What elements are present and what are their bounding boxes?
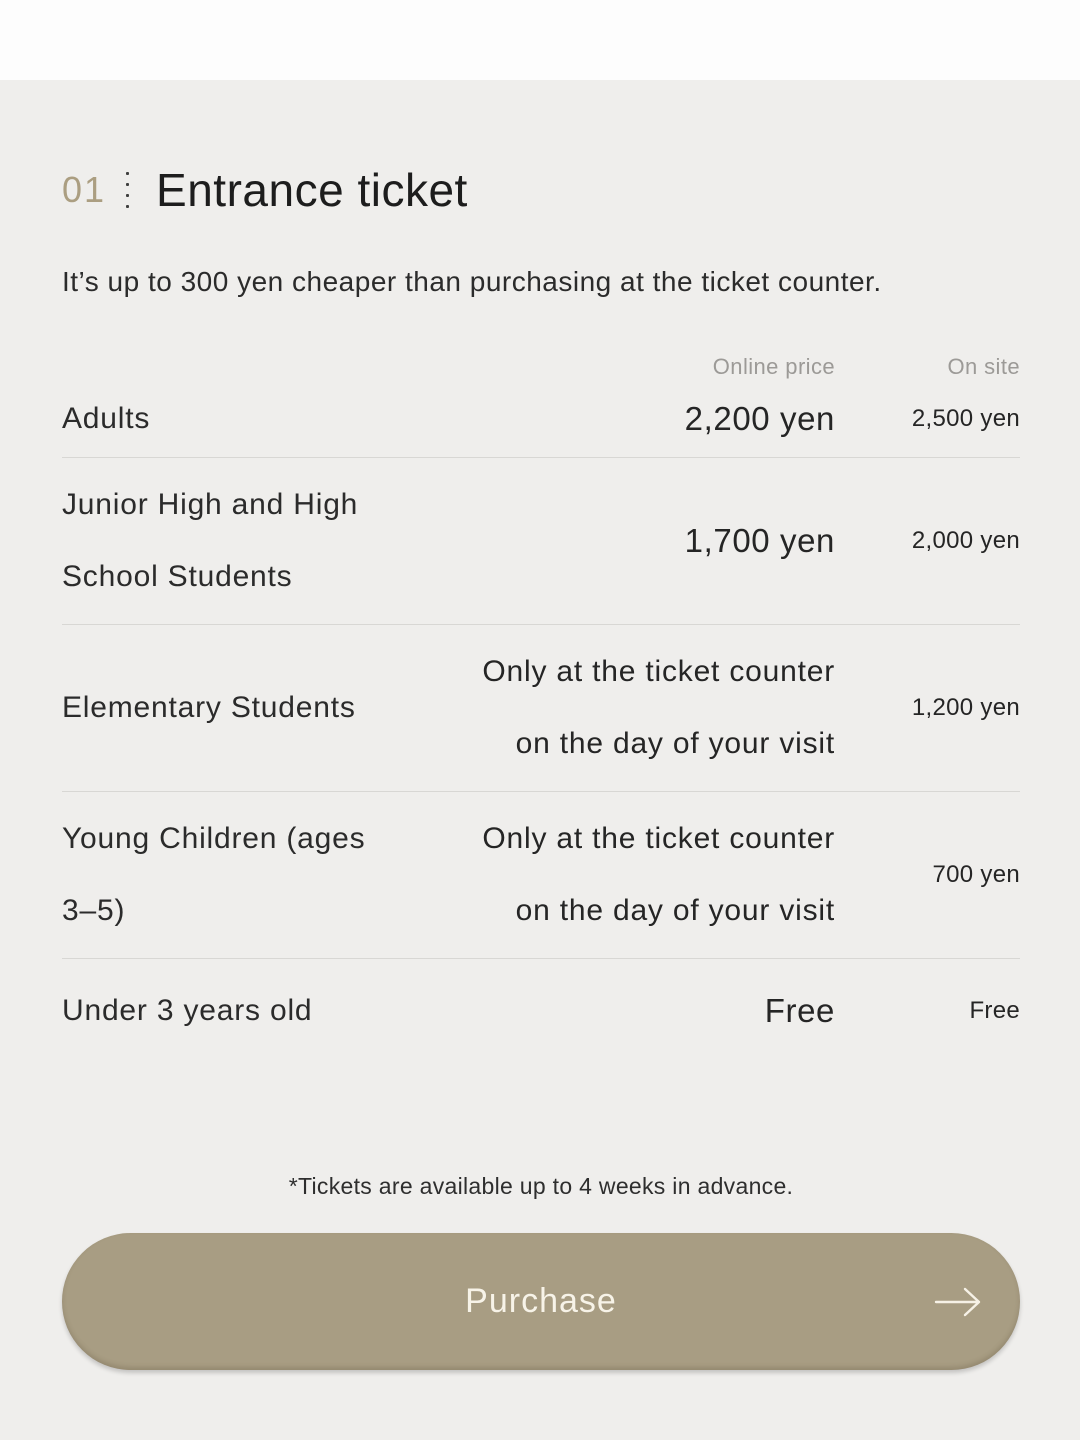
row-online-price: Only at the ticket counter on the day of your visit [482,822,835,927]
dotted-divider-icon [126,172,129,208]
table-row [62,625,1020,792]
row-onsite-price: 2,000 yen [911,527,1020,554]
row-online-price: Free [764,992,835,1029]
section-number: 01 [62,169,107,210]
price-table-body [62,380,1020,1063]
row-onsite-price: Free [969,997,1020,1024]
table-row [62,380,1020,458]
table-row [62,458,1020,625]
header-on-site: On site [947,354,1020,379]
row-onsite-price: 1,200 yen [911,694,1020,721]
row-online-price: 1,700 yen [684,522,835,559]
row-category-label: Young Children (ages 3–5) [62,822,366,927]
entrance-ticket-section [0,162,1080,1370]
row-category-label: Under 3 years old [62,994,313,1027]
purchase-button-label: Purchase [465,1282,617,1320]
header-online-price: Online price [712,354,835,379]
row-category-label: Junior High and High School Students [62,488,359,593]
top-strip [0,0,1080,80]
table-row [62,792,1020,959]
row-onsite-price: 2,500 yen [911,404,1020,432]
section-heading [62,162,1020,218]
purchase-button[interactable] [62,1233,1020,1370]
arrow-right-icon [934,1285,982,1319]
row-online-price: 2,200 yen [684,399,835,437]
row-category-label: Adults [62,401,151,435]
page-title: Entrance ticket [156,164,468,216]
row-onsite-price: 700 yen [932,861,1020,888]
section-subtitle: It’s up to 300 yen cheaper than purchasing at the ticket counter. [62,266,882,297]
price-table [62,344,1020,1063]
table-row [62,959,1020,1063]
advance-notice: *Tickets are available up to 4 weeks in advance. [288,1173,794,1199]
row-category-label: Elementary Students [62,691,356,724]
price-table-header [62,344,1020,380]
row-online-price: Only at the ticket counter on the day of your visit [482,655,835,760]
